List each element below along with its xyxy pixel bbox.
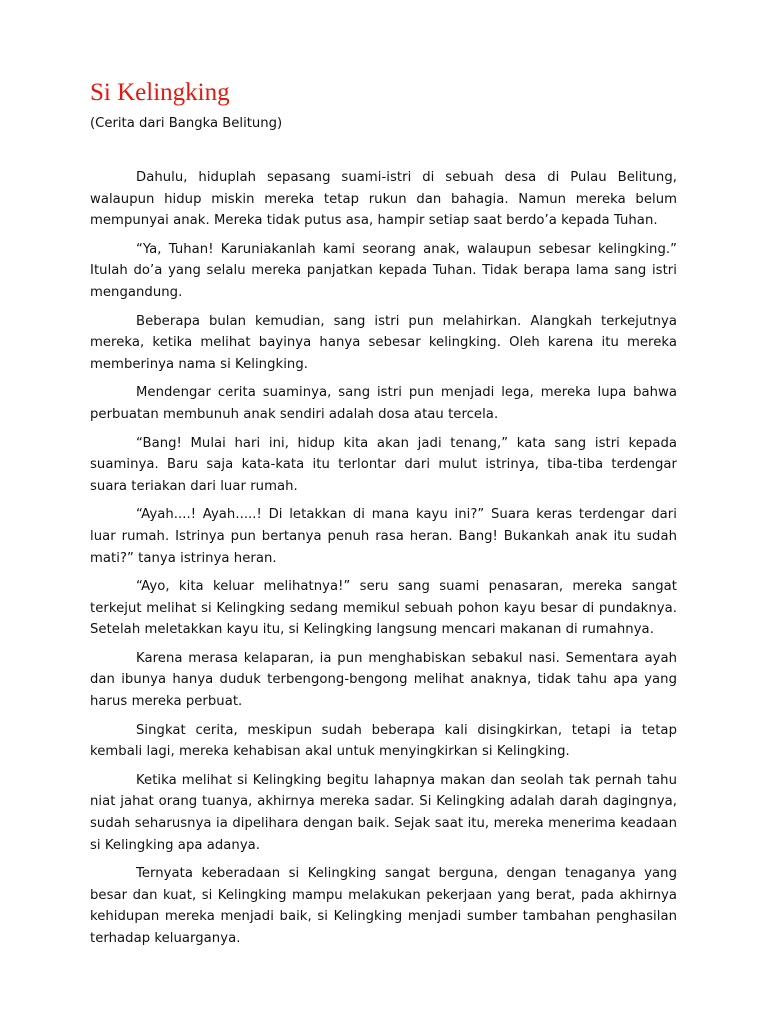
story-paragraph-3: Beberapa bulan kemudian, sang istri pun melahirkan. Alangkah terkejutnya mereka, ketika melihat bayinya hanya sebesar kelingking. Oleh karena itu mereka memberinya nama si Kelingking. (90, 313, 677, 372)
document-page (90, 78, 677, 957)
story-title: Si Kelingking (90, 79, 230, 106)
story-paragraph-2: “Ya, Tuhan! Karuniakanlah kami seorang anak, walaupun sebesar kelingking.” Itulah do’a yang selalu mereka panjatkan kepada Tuhan. Tidak berapa lama sang istri mengandung. (90, 241, 677, 300)
story-paragraph-6: “Ayah....! Ayah.....! Di letakkan di mana kayu ini?” Suara keras terdengar dari luar rumah. Istrinya pun bertanya penuh rasa heran. Bang! Bukankah anak itu sudah mati?” tanya istrinya heran. (90, 507, 677, 566)
story-paragraph-7: “Ayo, kita keluar melihatnya!” seru sang suami penasaran, mereka sangat terkejut melihat si Kelingking sedang memikul sebuah pohon kayu besar di pundaknya. Setelah meletakkan kayu itu, si Kelingking langsung mencari makanan di rumahnya. (90, 579, 677, 638)
story-paragraph-1: Dahulu, hiduplah sepasang suami-istri di sebuah desa di Pulau Belitung, walaupun hidup miskin mereka tetap rukun dan bahagia. Namun mereka belum mempunyai anak. Mereka tidak putus asa, hampir setiap saat berdo’a kepada Tuhan. (90, 170, 677, 229)
story-paragraph-8: Karena merasa kelaparan, ia pun menghabiskan sebakul nasi. Sementara ayah dan ibunya hanya duduk terbengong-bengong melihat anaknya, tidak tahu apa yang harus mereka perbuat. (90, 650, 677, 710)
story-paragraph-11: Ternyata keberadaan si Kelingking sangat berguna, dengan tenaganya yang besar dan kuat, si Kelingking mampu melakukan pekerjaan yang berat, pada akhirnya kehidupan mereka menjadi baik, si Kelingking menjadi sumber tambahan penghasilan terhadap keluarganya. (90, 866, 677, 946)
story-paragraph-4: Mendengar cerita suaminya, sang istri pun menjadi lega, mereka lupa bahwa perbuatan membunuh anak sendiri adalah dosa atau tercela. (90, 385, 677, 422)
story-paragraph-10: Ketika melihat si Kelingking begitu lahapnya makan dan seolah tak pernah tahu niat jahat orang tuanya, akhirnya mereka sadar. Si Kelingking adalah darah dagingnya, sudah seharusnya ia dipelihara dengan baik. Sejak saat itu, mereka menerima keadaan si Kelingking apa adanya. (90, 772, 677, 853)
story-paragraph-5: “Bang! Mulai hari ini, hidup kita akan jadi tenang,” kata sang istri kepada suaminya. Baru saja kata-kata itu terlontar dari mulut istrinya, tiba-tiba terdengar suara teriakan dari luar rumah. (90, 435, 677, 494)
story-paragraph-9: Singkat cerita, meskipun sudah beberapa kali disingkirkan, tetapi ia tetap kembali lagi, mereka kehabisan akal untuk menyingkirkan si Kelingking. (90, 722, 677, 760)
story-subtitle: (Cerita dari Bangka Belitung) (90, 116, 283, 131)
story-body (90, 167, 677, 950)
